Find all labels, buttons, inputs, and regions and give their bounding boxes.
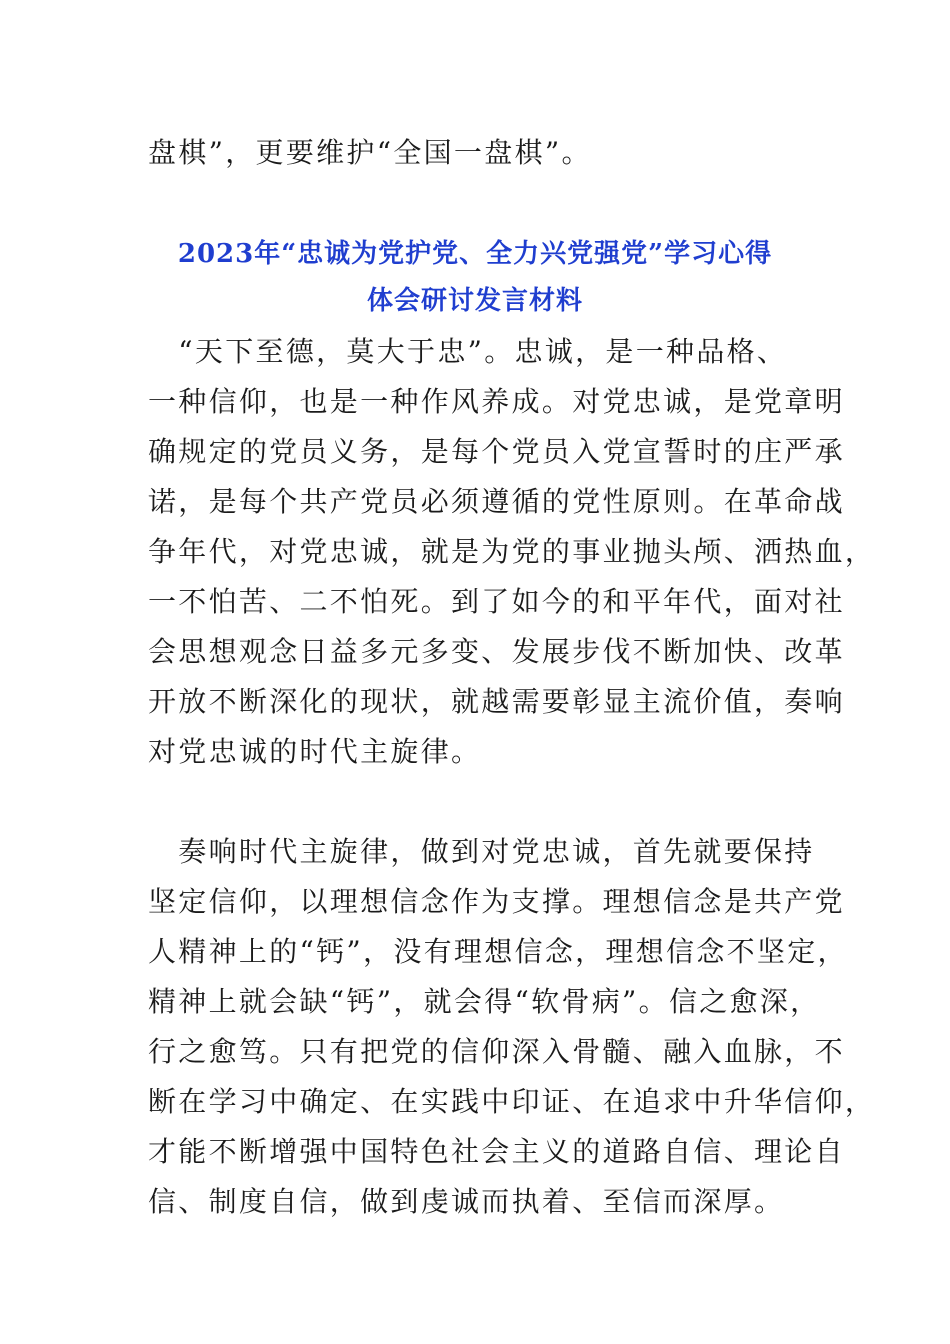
document-title-line-2: 体会研讨发言材料: [366, 286, 583, 316]
paragraph-2-line: 奏响时代主旋律，做到对党忠诚，首先就要保持: [148, 835, 815, 868]
paragraph-1-line: 对党忠诚的时代主旋律。: [148, 735, 482, 768]
paragraph-1-line: 诺，是每个共产党员必须遵循的党性原则。在革命战: [148, 485, 845, 518]
paragraph-2-line: 精神上就会缺“钙”，就会得“软骨病”。信之愈深，: [148, 985, 821, 1018]
paragraph-1-line: 一不怕苦、二不怕死。到了如今的和平年代，面对社: [148, 585, 845, 618]
paragraph-2-line: 信、制度自信，做到虔诚而执着、至信而深厚。: [148, 1185, 785, 1218]
paragraph-2-line: 才能不断增强中国特色社会主义的道路自信、理论自: [148, 1135, 845, 1168]
paragraph-1-line: “天下至德，莫大于忠”。忠诚，是一种品格、: [148, 335, 788, 368]
paragraph-1-line: 开放不断深化的现状，就越需要彰显主流价值，奏响: [148, 685, 845, 718]
paragraph-2-line: 行之愈笃。只有把党的信仰深入骨髓、融入血脉，不: [148, 1035, 845, 1068]
paragraph-2-line: 断在学习中确定、在实践中印证、在追求中升华信仰，: [148, 1085, 876, 1118]
paragraph-2-line: 坚定信仰，以理想信念作为支撑。理想信念是共产党: [148, 885, 845, 918]
paragraph-2-line: 人精神上的“钙”，没有理想信念，理想信念不坚定，: [148, 935, 848, 968]
paragraph-1-line: 争年代，对党忠诚，就是为党的事业抛头颅、洒热血，: [148, 535, 876, 568]
paragraph-1-line: 确规定的党员义务，是每个党员入党宣誓时的庄严承: [148, 435, 845, 468]
paragraph-1-line: 会思想观念日益多元多变、发展步伐不断加快、改革: [148, 635, 845, 668]
paragraph-1-line: 一种信仰，也是一种作风养成。对党忠诚，是党章明: [148, 385, 845, 418]
document-title-line-1: 2023年“忠诚为党护党、全力兴党强党”学习心得: [177, 239, 773, 269]
carryover-text-line: 盘棋”，更要维护“全国一盘棋”。: [148, 136, 592, 169]
